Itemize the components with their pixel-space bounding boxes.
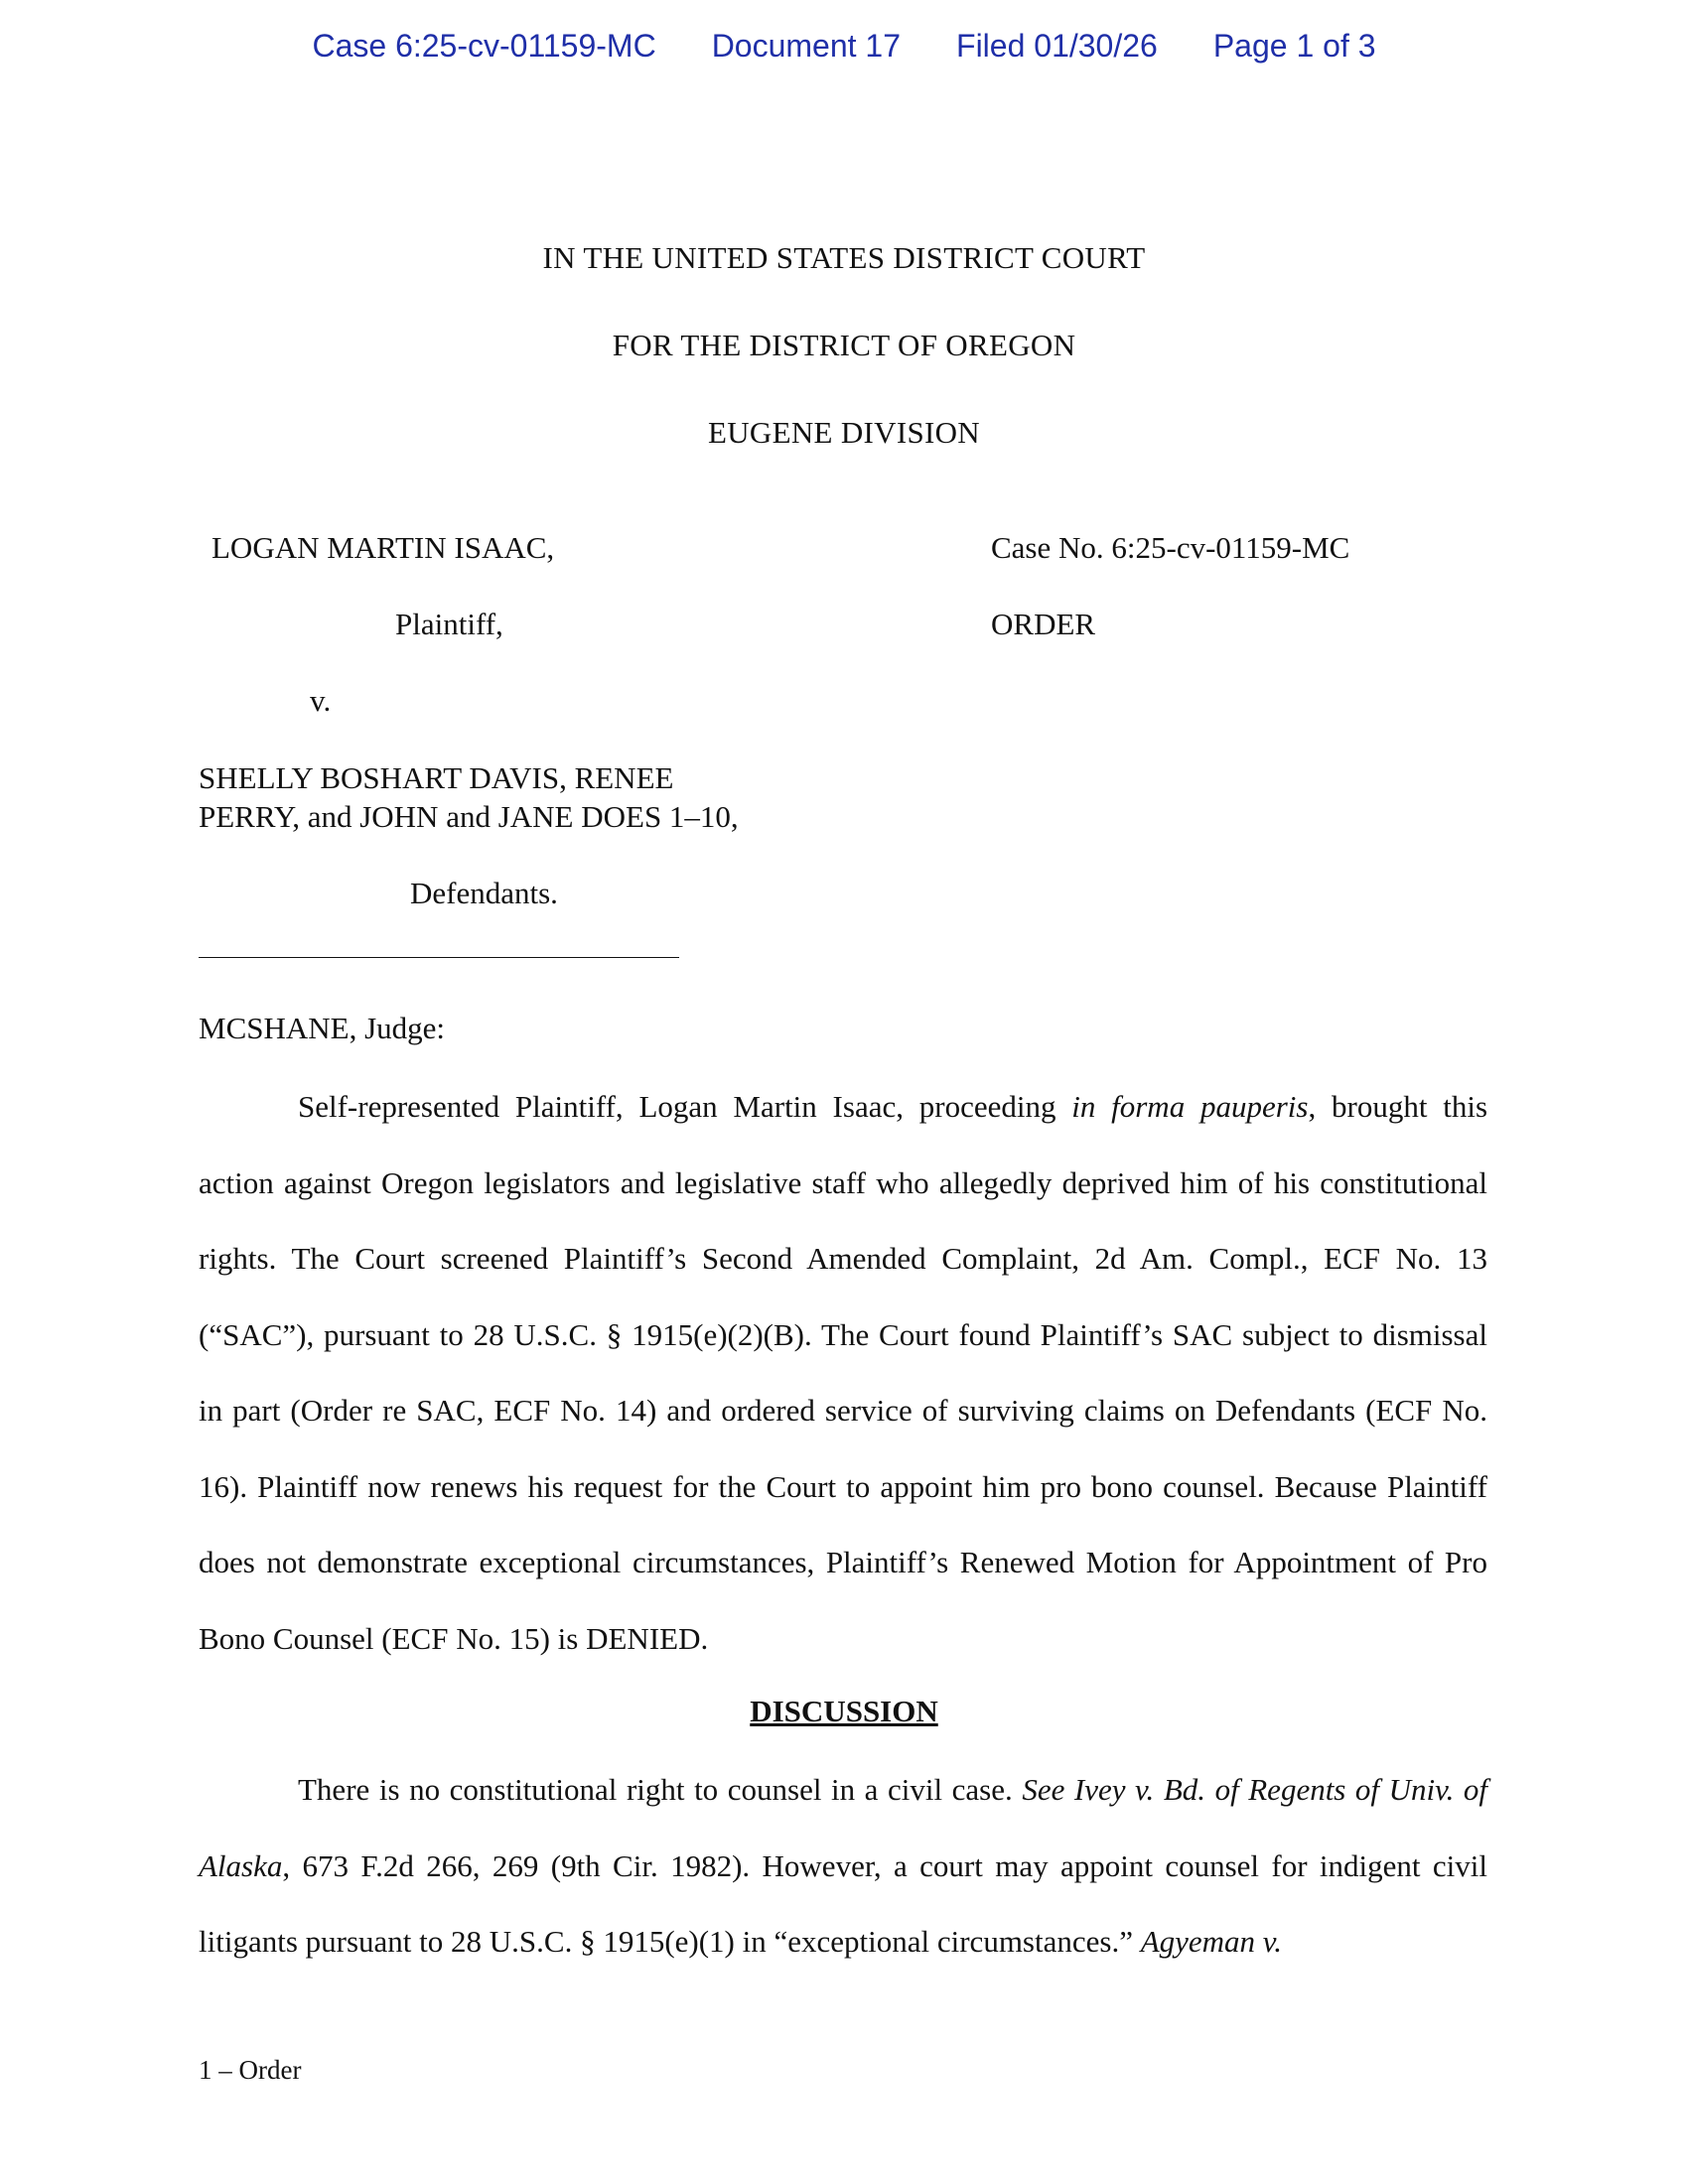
defendants-line-2: PERRY, and JOHN and JANE DOES 1–10, (199, 799, 739, 834)
ecf-case-number: Case 6:25-cv-01159-MC (312, 28, 656, 64)
discussion-citation-agyeman: Agyeman v. (1140, 1924, 1283, 1959)
plaintiff-role: Plaintiff, (395, 607, 503, 641)
discussion-text-1: There is no constitutional right to counsel in a civil case. (298, 1772, 1023, 1807)
ecf-header (0, 28, 1688, 65)
discussion-citation-ivey: See Ivey v. Bd. of Regents of Univ. of Alaska (199, 1772, 1487, 1883)
defendants-line-1: SHELLY BOSHART DAVIS, RENEE (199, 760, 674, 795)
ecf-filed-date: Filed 01/30/26 (956, 28, 1158, 64)
intro-text-1: Self-represented Plaintiff, Logan Martin Isaac, proceeding (298, 1089, 1072, 1124)
versus: v. (310, 683, 332, 718)
court-district: FOR THE DISTRICT OF OREGON (612, 328, 1076, 362)
page-footer: 1 – Order (199, 2055, 302, 2085)
document-title: ORDER (991, 607, 1096, 641)
discussion-text-2: , 673 F.2d 266, 269 (9th Cir. 1982). However, a court may appoint counsel for indigent civil litigants pursuant to 28 U.S.C. § 1915(e)(1) in “exceptional circumstances.” (199, 1847, 1487, 1959)
case-number: Case No. 6:25-cv-01159-MC (991, 530, 1350, 565)
court-division: EUGENE DIVISION (708, 415, 980, 450)
intro-paragraph (199, 1069, 1487, 1677)
discussion-paragraph (199, 1752, 1487, 1980)
ecf-document-number: Document 17 (711, 28, 902, 64)
ecf-page-count: Page 1 of 3 (1212, 28, 1376, 64)
plaintiff-name: LOGAN MARTIN ISAAC, (211, 530, 555, 565)
judge-line: MCSHANE, Judge: (199, 1011, 446, 1045)
defendants-role: Defendants. (410, 876, 558, 910)
discussion-heading: DISCUSSION (750, 1694, 938, 1728)
intro-italic: in forma pauperis (1071, 1089, 1309, 1124)
caption-divider (199, 957, 679, 958)
intro-text-2: , brought this action against Oregon legislators and legislative staff who allegedly deprived him of his constitutional rights. The Court screened Plaintiff’s Second Amended Complaint, 2d Am. Compl., ECF No. 13 (“SAC”), pursuant to 28 U.S.C. § 1915(e)(2)(B). The Court found Plaintiff’s SAC subject to dismissal in part (Order re SAC, ECF No. 14) and ordered service of surviving claims on Defendants (ECF No. 16). Plaintiff now renews his request for the Court to appoint him pro bono counsel. Because Plaintiff does not demonstrate exceptional circumstances, Plaintiff’s Renewed Motion for Appointment of Pro Bono Counsel (ECF No. 15) is DENIED. (199, 1089, 1488, 1656)
court-name: IN THE UNITED STATES DISTRICT COURT (542, 240, 1146, 275)
